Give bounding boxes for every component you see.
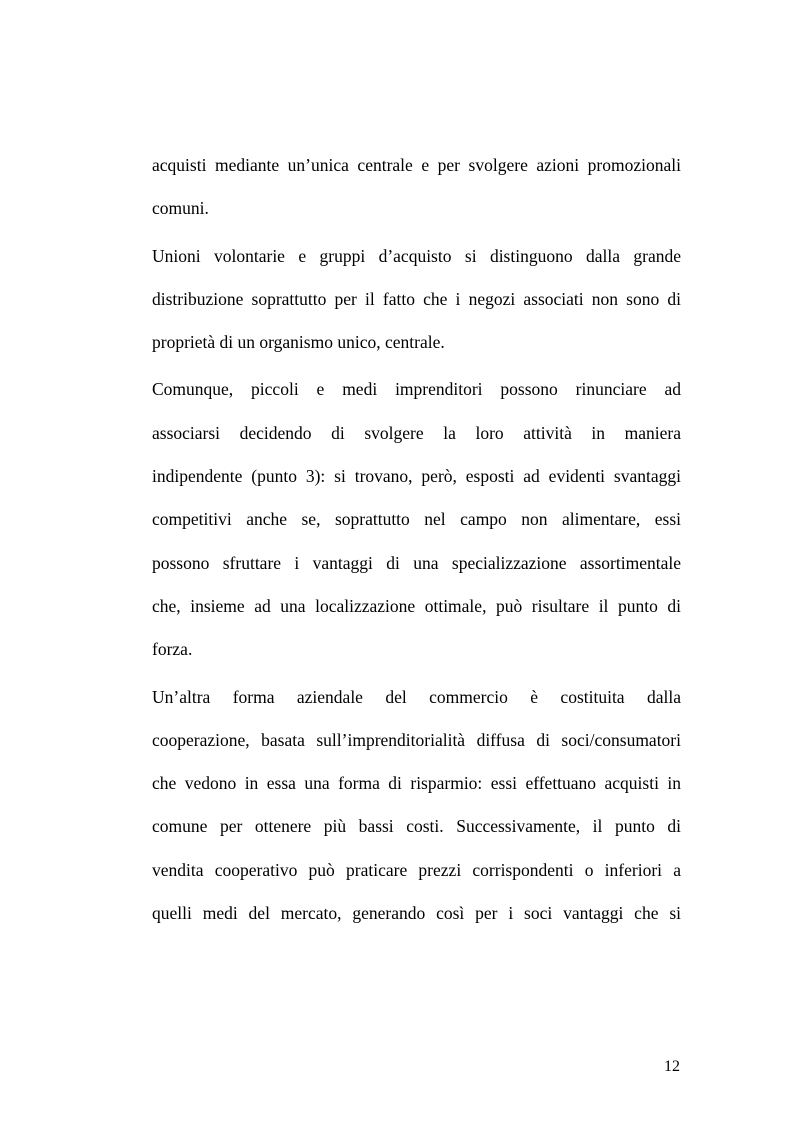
- text-line: distribuzione soprattutto per il fatto che i negozi associati non sono di: [152, 288, 681, 309]
- text-line: comune per ottenere più bassi costi. Successivamente, il punto di: [152, 816, 681, 837]
- text-line: acquisti mediante un’unica centrale e per svolgere azioni promozionali: [152, 155, 681, 175]
- text-line: vendita cooperativo può praticare prezzi corrispondenti o inferiori a: [152, 859, 681, 880]
- text-line: associarsi decidendo di svolgere la loro attività in maniera: [152, 422, 681, 443]
- text-line: quelli medi del mercato, generando così per i soci vantaggi che si: [152, 903, 681, 924]
- paragraph: [152, 241, 681, 371]
- text-line: forza.: [152, 639, 193, 660]
- text-line: possono sfruttare i vantaggi di una specializzazione assortimentale: [152, 552, 681, 573]
- text-line: indipendente (punto 3): si trovano, però, esposti ad evidenti svantaggi: [152, 466, 681, 487]
- text-line: Un’altra forma aziendale del commercio è costituita dalla: [152, 686, 681, 707]
- text-line: Unioni volontarie e gruppi d’acquisto si distinguono dalla grande: [152, 245, 681, 266]
- paragraph: [152, 374, 681, 677]
- text-line: proprietà di un organismo unico, centrale.: [152, 332, 445, 353]
- page-number: 12: [664, 1058, 680, 1075]
- text-line: comuni.: [152, 198, 209, 219]
- text-line: che vedono in essa una forma di risparmio: essi effettuano acquisti in: [152, 773, 681, 794]
- text-line: Comunque, piccoli e medi imprenditori possono rinunciare ad: [152, 379, 681, 400]
- paragraph: [152, 682, 681, 942]
- body-text: [152, 150, 681, 941]
- paragraph: [152, 150, 681, 237]
- text-line: competitivi anche se, soprattutto nel campo non alimentare, essi: [152, 509, 681, 530]
- text-line: che, insieme ad una localizzazione ottimale, può risultare il punto di: [152, 595, 681, 616]
- text-line: cooperazione, basata sull’imprenditorialità diffusa di soci/consumatori: [152, 729, 681, 750]
